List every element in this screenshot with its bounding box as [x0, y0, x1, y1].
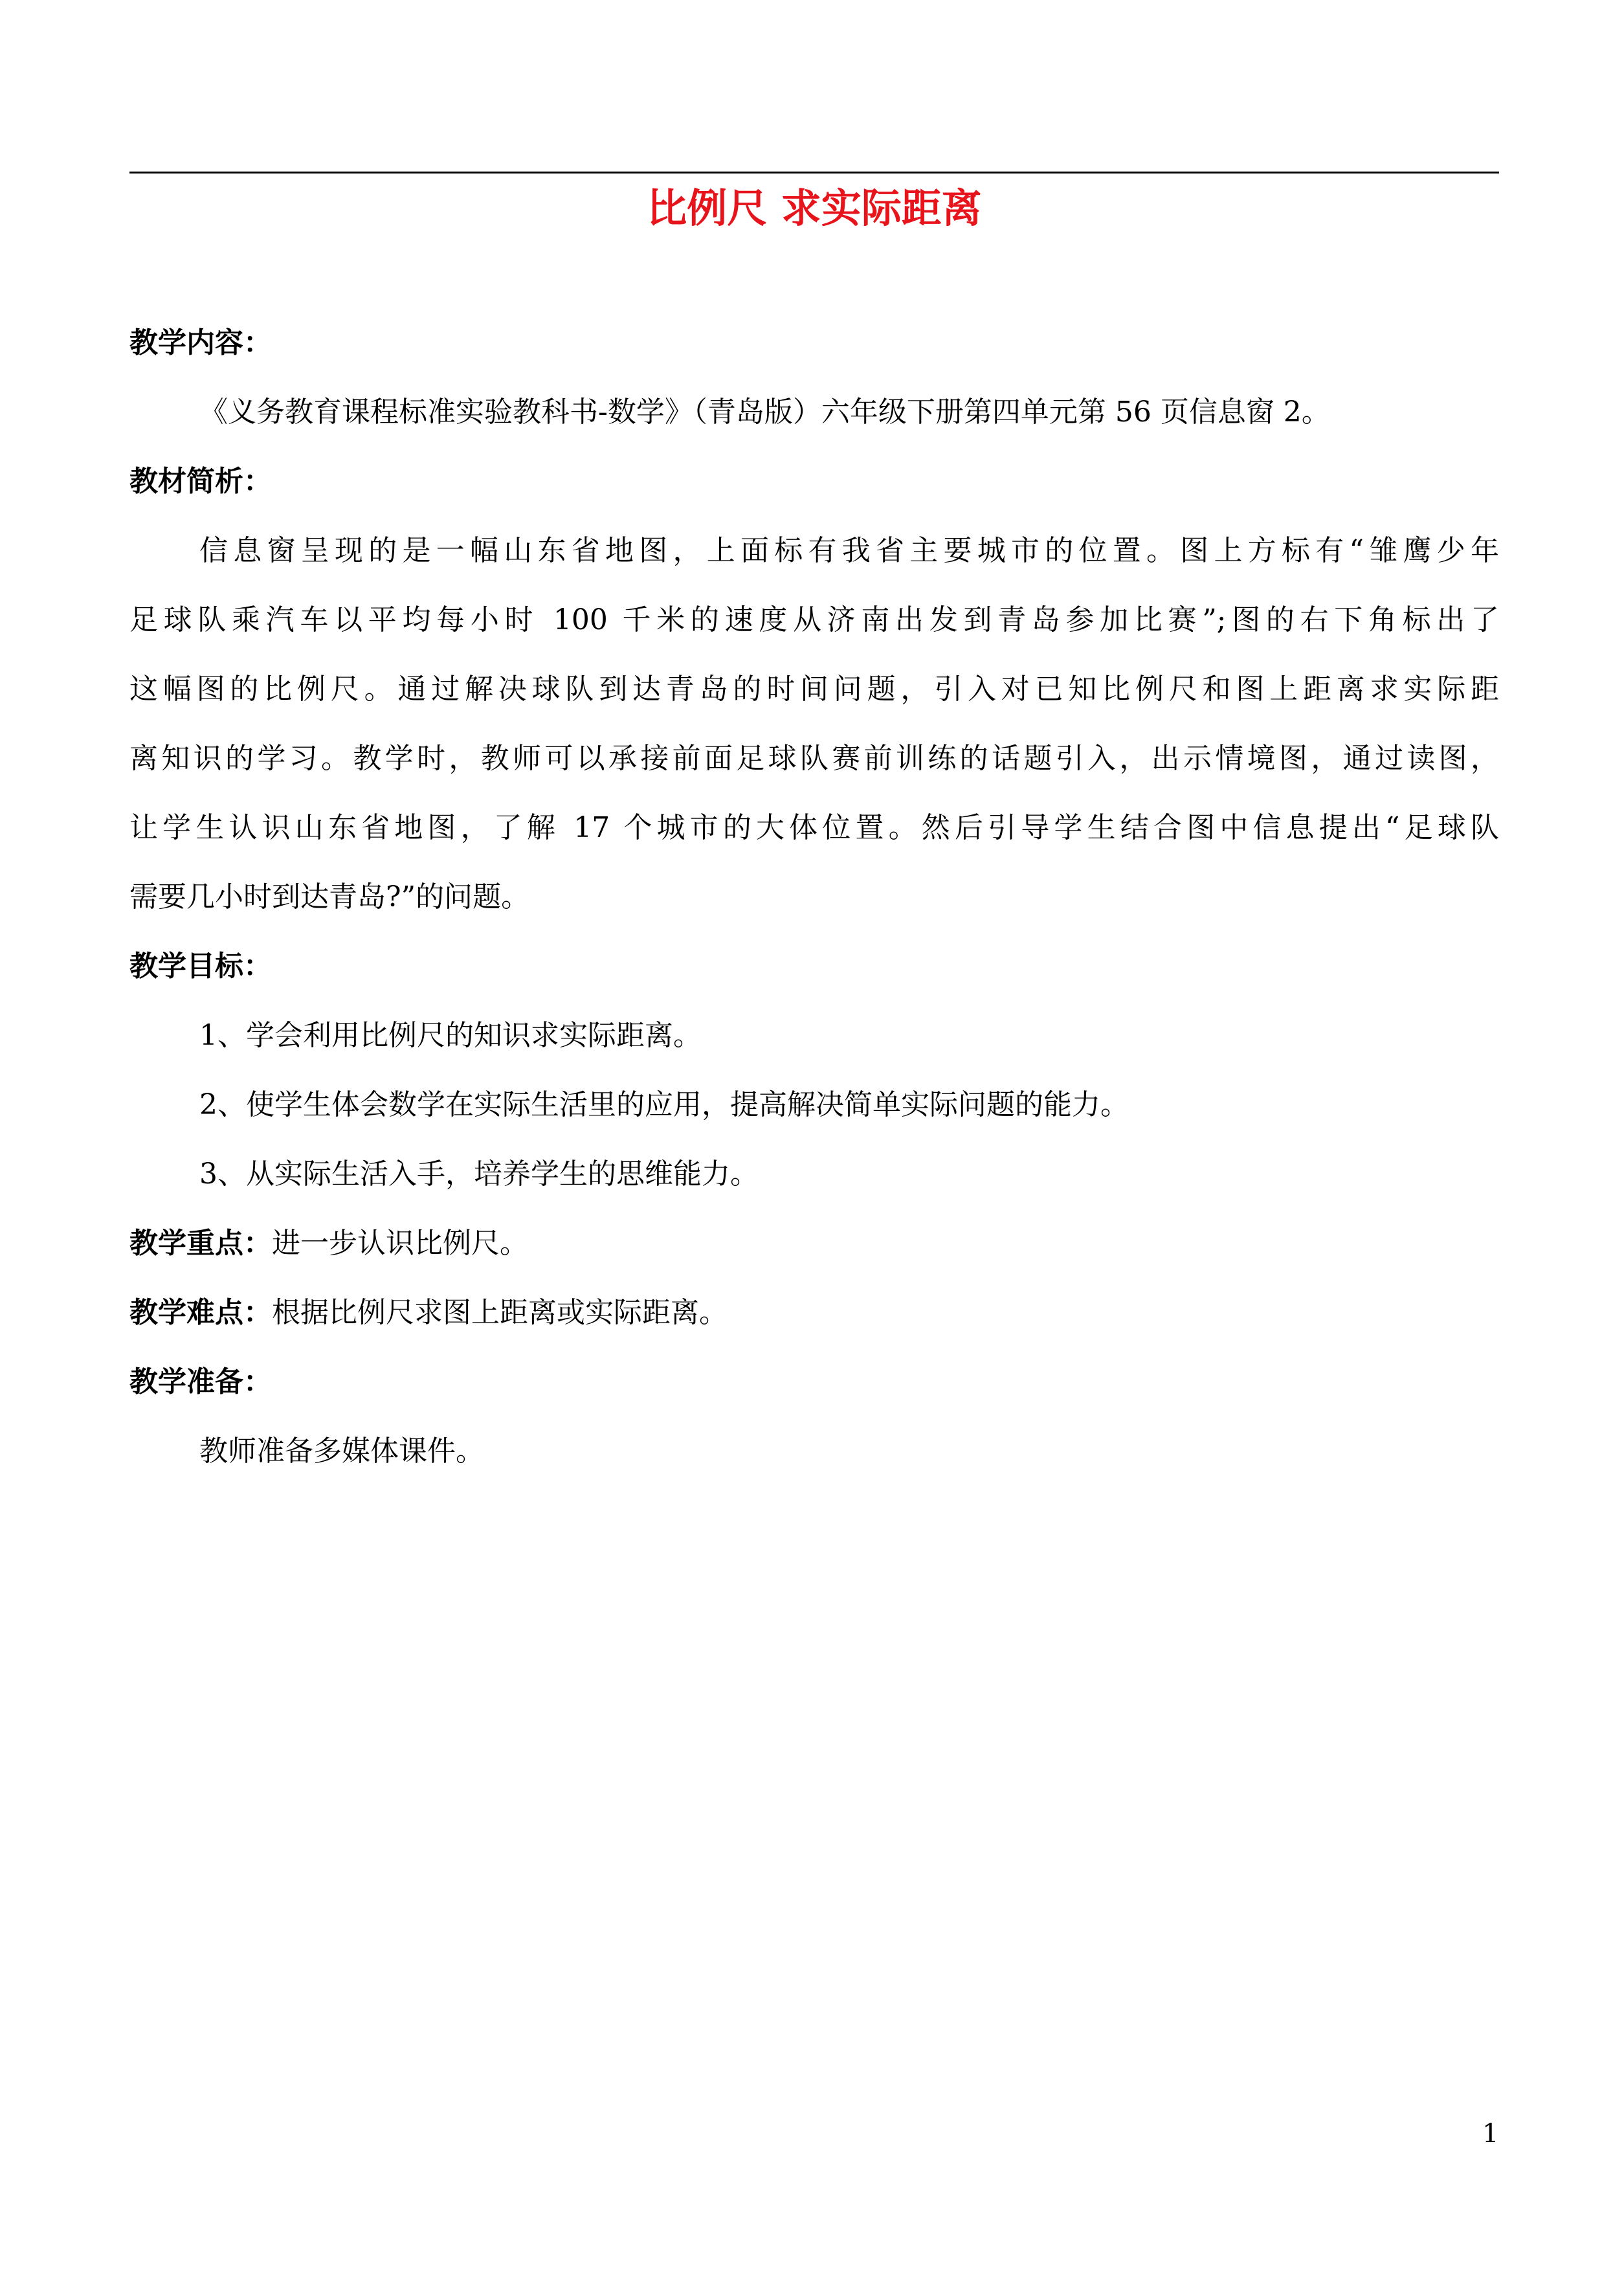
document-body	[129, 308, 1499, 1486]
preparation-text: 教师准备多媒体课件。	[199, 1435, 484, 1468]
section-heading-content: 教学内容：	[129, 326, 272, 359]
difficulty-label: 教学难点：	[129, 1296, 272, 1329]
analysis-line: 需要几小时到达青岛?”的问题。	[129, 880, 530, 913]
analysis-line: 离知识的学习。教学时，教师可以承接前面足球队赛前训练的话题引入，出示情境图，通过读图，	[129, 742, 1499, 775]
objective-item: 1、学会利用比例尺的知识求实际距离。	[199, 1019, 702, 1052]
header-rule	[129, 172, 1499, 173]
analysis-line: 这幅图的比例尺。通过解决球队到达青岛的时间问题，引入对已知比例尺和图上距离求实际距	[129, 673, 1499, 706]
key-point-line	[129, 1209, 1499, 1278]
difficulty-line	[129, 1278, 1499, 1347]
section-heading-analysis: 教材简析：	[129, 465, 272, 498]
analysis-line: 让学生认识山东省地图，了解 17 个城市的大体位置。然后引导学生结合图中信息提出“足球队	[129, 811, 1499, 844]
analysis-line: 足球队乘汽车以平均每小时 100 千米的速度从济南出发到青岛参加比赛”;图的右下角标出了	[129, 603, 1499, 636]
content-text: 《义务教育课程标准实验教科书-数学》（青岛版）六年级下册第四单元第 56 页信息窗 2。	[199, 396, 1330, 429]
page-title: 比例尺 求实际距离	[647, 185, 982, 232]
difficulty-text: 根据比例尺求图上距离或实际距离。	[272, 1296, 728, 1329]
objective-item: 3、从实际生活入手，培养学生的思维能力。	[199, 1158, 759, 1191]
key-point-text: 进一步认识比例尺。	[272, 1227, 528, 1260]
objective-item: 2、使学生体会数学在实际生活里的应用，提高解决简单实际问题的能力。	[199, 1088, 1129, 1121]
section-heading-objectives: 教学目标：	[129, 950, 272, 983]
analysis-line: 信息窗呈现的是一幅山东省地图，上面标有我省主要城市的位置。图上方标有“雏鹰少年	[199, 534, 1499, 567]
section-heading-preparation: 教学准备：	[129, 1365, 272, 1398]
key-point-label: 教学重点：	[129, 1227, 272, 1260]
page-number: 1	[1482, 2119, 1499, 2149]
